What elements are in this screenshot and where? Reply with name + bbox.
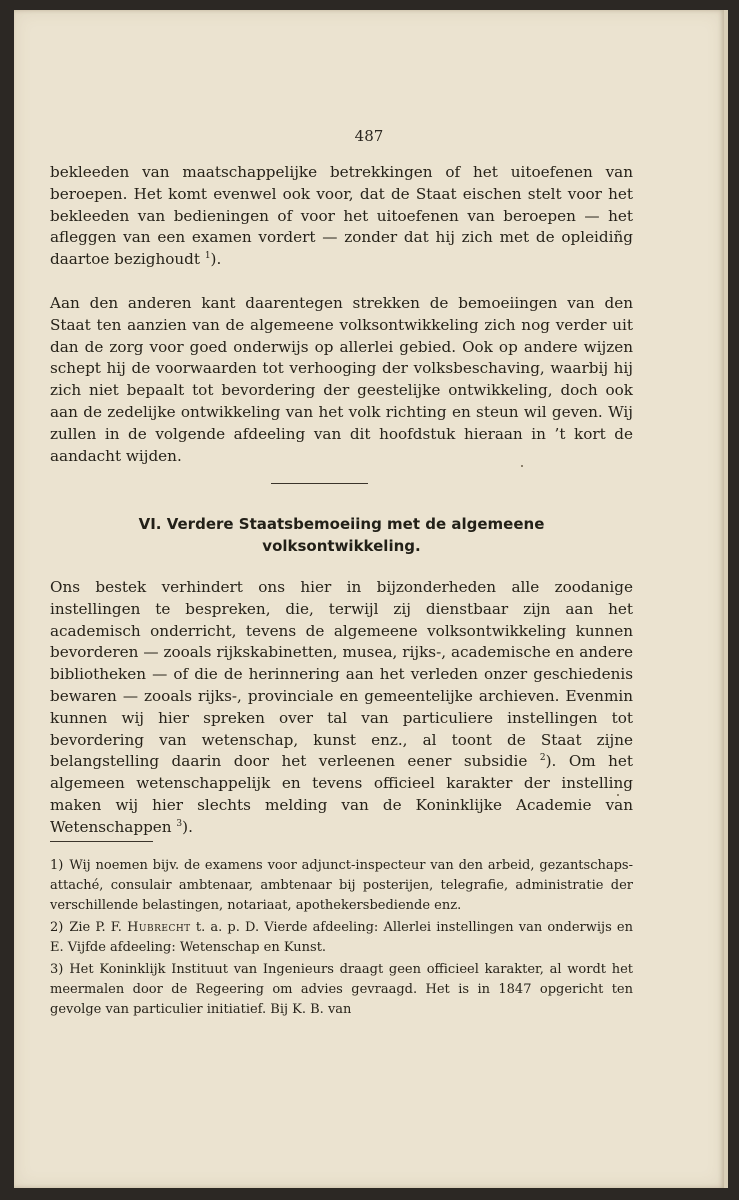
page-edge <box>724 10 728 1188</box>
footnote-3-number: 3) <box>50 962 64 977</box>
paper-speck <box>617 794 619 796</box>
footnote-2-text: t. a. p. D. Vierde afdeeling: Allerlei instellingen van onderwijs en E. Vijfde afdeeling: Wetenschap en Kunst. <box>50 920 633 955</box>
section-heading-line-2: volksontwikkeling. <box>262 537 421 555</box>
footnote-ref-2: 2 <box>539 753 546 764</box>
footnote-rule <box>50 841 153 842</box>
footnote-ref-3: 3 <box>176 818 183 829</box>
footnote-2 <box>50 918 633 958</box>
section-heading-line-1: VI. Verdere Staatsbemoeiing met de algemeene <box>138 515 545 533</box>
section-heading <box>50 513 633 557</box>
paragraph-3 <box>50 577 633 839</box>
paragraph-2-text: Aan den anderen kant daarentegen strekken de bemoeiingen van den Staat ten aanzien van de algemeene volksontwikkeling zich nog verder uit dan de zorg voor goed onderwijs op allerlei gebied. Ook op andere wijzen schept hij de voorwaarden tot verhooging der volksbeschaving, waarbij hij zich niet bepaalt tot bevordering der geestelijke ontwikkeling, doch ook aan de zedelijke ontwikkeling van het volk richting en steun wil geven. Wij zullen in de volgende afdeeling van dit hoofdstuk hieraan in ’t kort de aandacht wijden. <box>50 294 633 465</box>
paragraph-2 <box>50 293 633 467</box>
page-number: 487 <box>354 127 384 145</box>
footnote-2-prefix: Zie P. F. <box>69 920 122 935</box>
section-divider <box>271 483 368 484</box>
footnote-ref-1: 1 <box>204 251 211 262</box>
footnote-2-author: Hubrecht <box>127 920 191 935</box>
footnote-1-text: Wij noemen bijv. de examens voor adjunct-inspecteur van den arbeid, gezantschaps-attaché, consulair ambtenaar, ambtenaar bij posterijen, telegrafie, administratie der verschillende belastingen, notariaat, apothekersbediende enz. <box>50 858 633 913</box>
book-page <box>14 10 724 1188</box>
footnote-3-text: Het Koninklijk Instituut van Ingenieurs draagt geen officieel karakter, al wordt het meermalen door de Regeering om advies gevraagd. Het is in 1847 opgericht ten gevolge van particulier initiatief. Bij K. B. van <box>50 962 633 1017</box>
footnote-1-number: 1) <box>50 858 64 873</box>
footnotes <box>50 856 633 1020</box>
paragraph-3-text-2: ). Om het algemeen wetenschappelijk en tevens officieel karakter der instelling maken wij hier slechts melding van de Koninklijke Academie van Wetenschappen <box>50 752 633 836</box>
footnote-2-number: 2) <box>50 920 64 935</box>
paragraph-3-text-1: Ons bestek verhindert ons hier in bijzonderheden alle zoodanige instellingen te bespreken, die, terwijl zij dienstbaar zijn aan het academisch onderricht, tevens de algemeene volksontwikkeling kunnen bevorderen — zooals rijkskabinetten, musea, rijks-, academische en andere bibliotheken — of die de herinnering aan het verleden onzer geschiedenis bewaren — zooals rijks-, provinciale en gemeentelijke archieven. Evenmin kunnen wij hier spreken over tal van particuliere instellingen tot bevordering van wetenschap, kunst enz., al toont de Staat zijne belangstelling daarin door het verleenen eener subsidie <box>50 578 633 771</box>
footnote-3 <box>50 960 633 1020</box>
footnote-1 <box>50 856 633 916</box>
paragraph-1 <box>50 162 633 271</box>
paper-speck <box>521 465 523 467</box>
paragraph-3-text-3: ). <box>182 817 193 836</box>
paragraph-1-end: ). <box>210 250 222 269</box>
paragraph-1-text: bekleeden van maatschappelijke betrekkingen of het uitoefenen van beroepen. Het komt evenwel ook voor, dat de Staat eischen stelt voor het bekleeden van bedieningen of voor het uitoefenen van beroepen — het afleggen van een examen vordert — zonder dat hij zich met de opleidiñg daartoe bezighoudt <box>50 163 633 269</box>
